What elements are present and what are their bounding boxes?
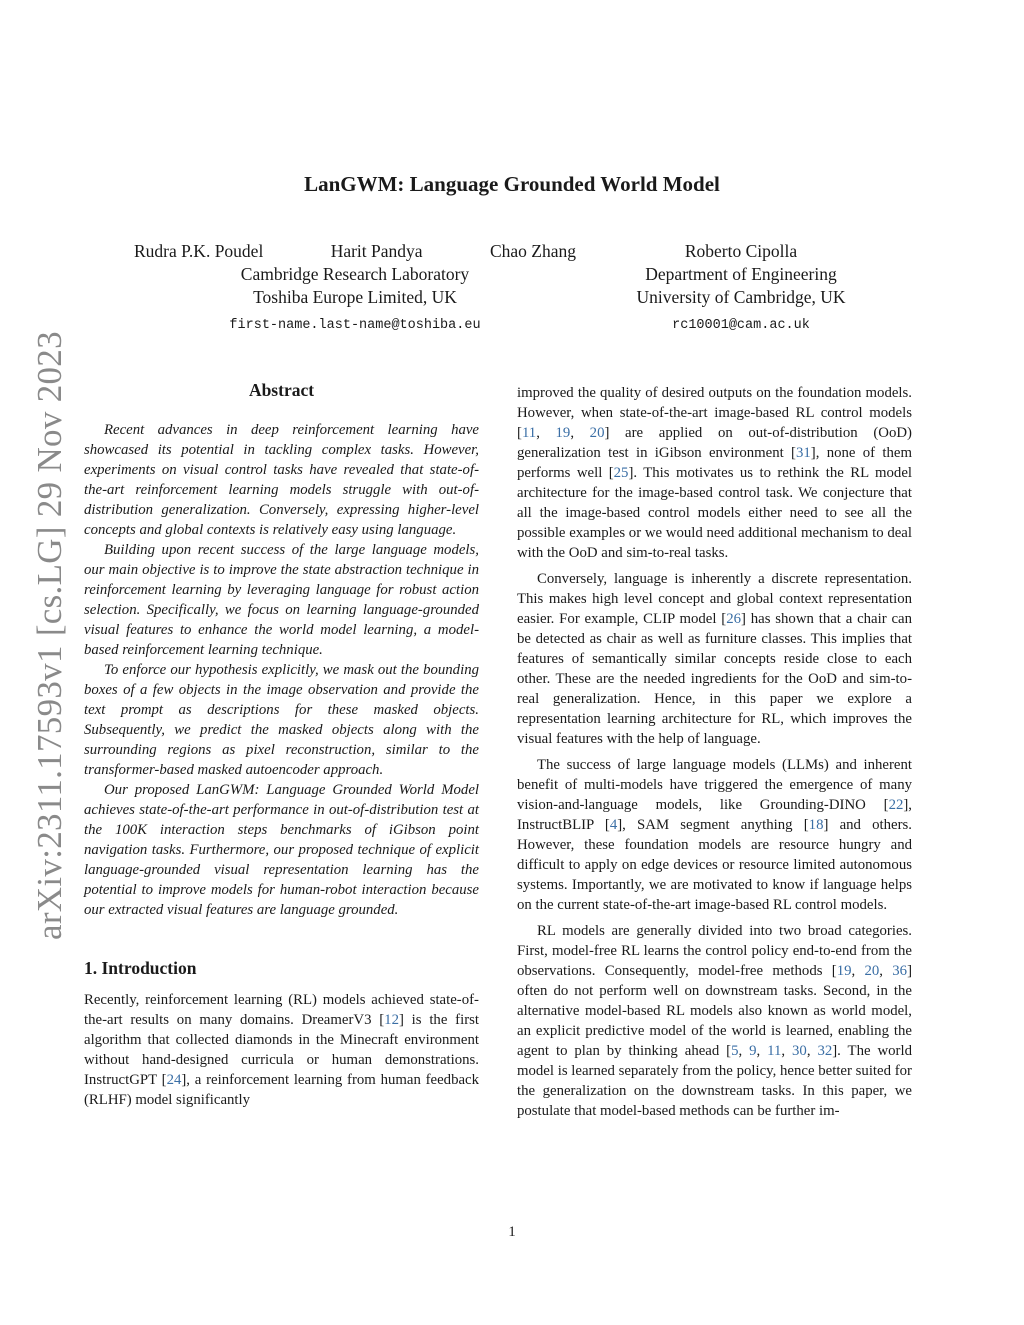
left-column	[84, 380, 479, 1116]
citation-link[interactable]: 19	[555, 425, 571, 441]
body-paragraph: Conversely, language is inherently a discrete representation. This makes high level concept and global context representation easier. For example, CLIP model [26] has shown that a chair can be detected as chair as well as furniture classes. This implies that features of semantically similar concepts reside close to each other. These are the needed ingredients for the OoD and sim-to-real generalization. Hence, in this paper we explore a representation learning architecture for RL, which improves the visual features with the help of language.	[517, 571, 912, 747]
citation-link[interactable]: 24	[166, 1072, 182, 1088]
abstract-paragraph: Our proposed LanGWM: Language Grounded World Model achieves state-of-the-art performance in out-of-distribution test at the 100K interaction steps benchmarks of iGibson point navigation tasks. Furthermore, our proposed technique of explicit language-grounded visual representation learning has the potential to improve models for human-robot interaction because our extracted visual features are language grounded.	[84, 782, 479, 918]
citation-link[interactable]: 11	[521, 425, 537, 441]
author-email: rc10001@cam.ac.uk	[672, 318, 810, 333]
citation-link[interactable]: 5	[731, 1043, 739, 1059]
citation-link[interactable]: 26	[726, 611, 742, 627]
department-name: Department of Engineering	[645, 264, 837, 284]
citation-link[interactable]: 36	[892, 963, 908, 979]
citation-link[interactable]: 22	[888, 797, 904, 813]
body-paragraph: The success of large language models (LLMs) and inherent benefit of multi-models have triggered the emergence of many vision-and-language models, like Grounding-DINO [22], InstructBLIP [4], SAM segment anything [18] and others. However, these foundation models are resource hungry and difficult to apply on edge devices or resource limited autonomous systems. Importantly, we are motivated to know if language helps on the current state-of-the-art image-based RL control models.	[517, 757, 912, 913]
paper-title: LanGWM: Language Grounded World Model	[304, 172, 720, 196]
citation-link[interactable]: 11	[767, 1043, 782, 1059]
body-paragraph: Recently, reinforcement learning (RL) models achieved state-of-the-art results on many domains. DreamerV3 [12] is the first algorithm that collected diamonds in the Minecraft environment without hand-designed curricula or human demonstrations. InstructGPT [24], a reinforcement learning from human feedback (RLHF) model significantly	[84, 992, 480, 1108]
citation-link[interactable]: 9	[749, 1043, 757, 1059]
organization-name: Toshiba Europe Limited, UK	[253, 287, 457, 307]
citation-link[interactable]: 25	[613, 465, 629, 481]
lab-name: Cambridge Research Laboratory	[240, 264, 470, 284]
citation-link[interactable]: 20	[589, 425, 605, 441]
affiliation-cambridge	[600, 240, 882, 337]
page-number: 1	[508, 1224, 516, 1240]
citation-link[interactable]: 18	[808, 817, 824, 833]
citation-link[interactable]: 12	[384, 1012, 399, 1028]
right-column	[517, 383, 912, 1127]
citation-link[interactable]: 32	[817, 1043, 833, 1059]
introduction-heading: 1. Introduction	[84, 958, 197, 978]
abstract-paragraph: Building upon recent success of the large language models, our main objective is to improve the state abstraction technique in reinforcement learning by leveraging language for robust action selection. Specifically, we focus on learning language-grounded visual features to enhance the world model learning, a model-based reinforcement learning technique.	[84, 542, 479, 658]
citation-link[interactable]: 31	[795, 445, 811, 461]
author-name: Harit Pandya	[330, 241, 423, 261]
citation-link[interactable]: 20	[864, 963, 880, 979]
author-name: Rudra P.K. Poudel	[134, 241, 264, 261]
author-name: Chao Zhang	[489, 241, 576, 261]
author-email: first-name.last-name@toshiba.eu	[229, 318, 481, 333]
author-name: Roberto Cipolla	[684, 241, 798, 261]
abstract-paragraph: To enforce our hypothesis explicitly, we mask out the bounding boxes of a few objects in the image observation and provide the text prompt as descriptions for these masked objects. Subsequently, we predict the masked objects along with the surrounding regions as pixel reconstruction, similar to the transformer-based masked autoencoder approach.	[84, 662, 479, 778]
abstract-paragraph: Recent advances in deep reinforcement learning have showcased its potential in tackling complex tasks. However, experiments on visual control tasks have revealed that state-of-the-art reinforcement learning models struggle with out-of-distribution generalization. Conversely, expressing higher-level concepts and global contexts is relatively easy using language.	[84, 422, 479, 538]
citation-link[interactable]: 19	[836, 963, 852, 979]
organization-name: University of Cambridge, UK	[636, 287, 846, 307]
citation-link[interactable]: 4	[609, 817, 618, 833]
abstract-heading: Abstract	[248, 380, 315, 400]
arxiv-stamp: arXiv:2311.17593v1 [cs.LG] 29 Nov 2023	[30, 331, 69, 940]
body-paragraph: RL models are generally divided into two broad categories. First, model-free RL learns the control policy end-to-end from the observations. Consequently, model-free methods [19, 20, 36] often do not perform well on downstream tasks. Second, in the alternative model-based RL models also known as world model, an explicit predictive model of the world is learned, enabling the agent to plan by thinking ahead [5, 9, 11, 30, 32]. The world model is learned separately from the policy, hence better suited for the generalization on the downstream tasks. In this paper, we postulate that model-based methods can be further im-	[517, 923, 912, 1119]
author-names	[130, 240, 580, 263]
body-paragraph: improved the quality of desired outputs on the foundation models. However, when state-of-the-art image-based RL control models [11, 19, 20] are applied on out-of-distribution (OoD) generalization test in iGibson environment [31], none of them performs well [25]. This motivates us to rethink the RL model architecture for the image-based control task. We conjecture that all the image-based control models either need to see all the possible examples or we would need additional mechanism to deal with the OoD and sim-to-real tasks.	[517, 385, 913, 561]
affiliation-toshiba	[130, 240, 580, 337]
citation-link[interactable]: 30	[792, 1043, 807, 1059]
